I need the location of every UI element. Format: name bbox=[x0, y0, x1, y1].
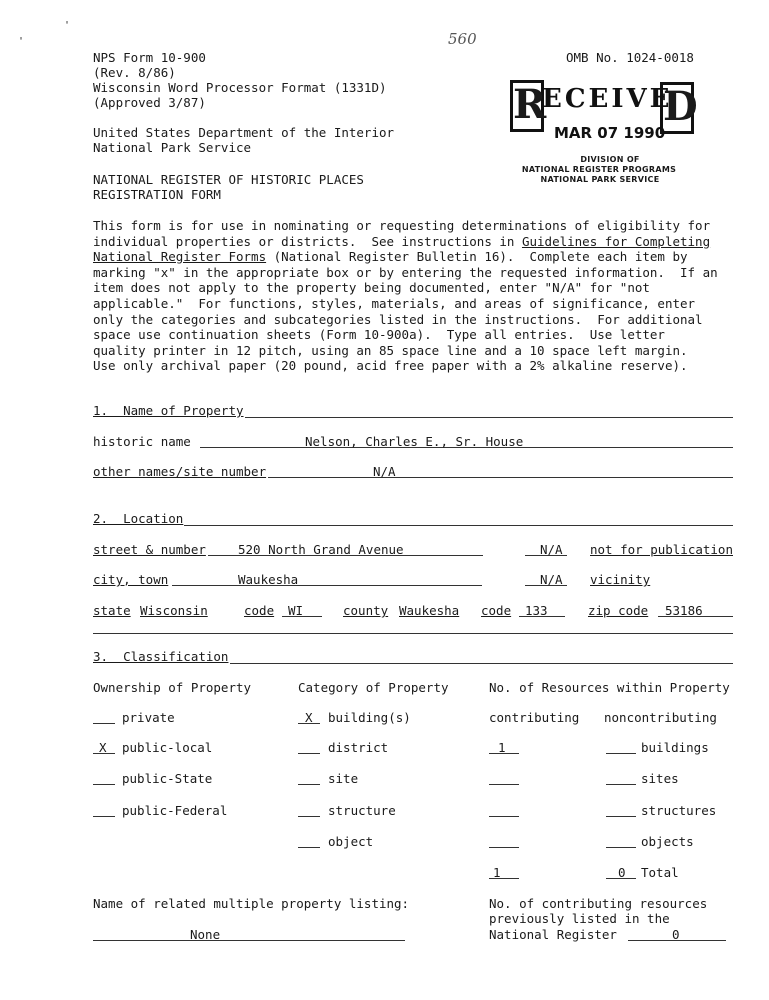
historic-name-value: Nelson, Charles E., Sr. House bbox=[305, 434, 524, 449]
stray-mark: ' bbox=[18, 36, 25, 47]
stamp-d-box: D bbox=[660, 82, 694, 134]
section1-heading: 1. Name of Property bbox=[93, 403, 244, 418]
resources-sites-label: sites bbox=[641, 771, 679, 786]
category-structure-label: structure bbox=[328, 803, 396, 818]
contributing-buildings-value: 1 bbox=[498, 740, 506, 755]
rule bbox=[93, 633, 733, 634]
category-heading: Category of Property bbox=[298, 680, 449, 695]
related-listing-label: Name of related multiple property listing: bbox=[93, 896, 410, 911]
county-label: county bbox=[343, 603, 389, 618]
resources-heading: No. of Resources within Property bbox=[489, 680, 730, 695]
county-value: Waukesha bbox=[399, 603, 460, 618]
historic-name-label: historic name bbox=[93, 434, 191, 449]
contributing-objects-field[interactable] bbox=[489, 834, 519, 848]
noncontributing-buildings-field[interactable] bbox=[606, 740, 636, 754]
zip-label: zip code bbox=[588, 603, 649, 618]
previously-listed-value: 0 bbox=[672, 927, 680, 942]
resources-structures-label: structures bbox=[641, 803, 717, 818]
department: United States Department of the Interior bbox=[93, 125, 395, 140]
stamp-received: ECEIVE bbox=[542, 84, 673, 114]
stamp-division: DIVISION OF bbox=[580, 155, 640, 164]
category-object-label: object bbox=[328, 834, 374, 849]
other-names-label: other names/site number bbox=[93, 464, 267, 479]
city-field[interactable] bbox=[172, 572, 482, 586]
service: National Park Service bbox=[93, 140, 252, 155]
noncontributing-heading: noncontributing bbox=[604, 710, 717, 725]
category-building-label: building(s) bbox=[328, 710, 411, 725]
county-code-value: 133 bbox=[525, 603, 548, 618]
resources-buildings-label: buildings bbox=[641, 740, 709, 755]
state-value: Wisconsin bbox=[140, 603, 208, 618]
code-field[interactable] bbox=[282, 603, 322, 617]
rule bbox=[230, 663, 733, 664]
category-structure-box[interactable] bbox=[298, 803, 320, 817]
ownership-public-federal-box[interactable] bbox=[93, 803, 115, 817]
handwritten-note: 560 bbox=[448, 30, 477, 48]
category-object-box[interactable] bbox=[298, 834, 320, 848]
ownership-public-state-label: public-State bbox=[122, 771, 213, 786]
form-subtitle: REGISTRATION FORM bbox=[93, 187, 221, 202]
resources-objects-label: objects bbox=[641, 834, 694, 849]
contributing-heading: contributing bbox=[489, 710, 580, 725]
vicinity-label: vicinity bbox=[590, 572, 651, 587]
ownership-heading: Ownership of Property bbox=[93, 680, 252, 695]
rule bbox=[245, 417, 733, 418]
ownership-public-local-mark: X bbox=[99, 740, 107, 755]
noncontributing-sites-field[interactable] bbox=[606, 771, 636, 785]
previously-listed-label-2: previously listed in the bbox=[489, 911, 670, 926]
noncontributing-objects-field[interactable] bbox=[606, 834, 636, 848]
code-label: code bbox=[244, 603, 275, 618]
zip-value: 53186 bbox=[665, 603, 703, 618]
instructions-pre: This form is for use in nominating or requesting determinations of eligibility for individual properties or districts. See instructions in bbox=[93, 218, 711, 249]
form-title: NATIONAL REGISTER OF HISTORIC PLACES bbox=[93, 172, 364, 187]
section3-heading: 3. Classification bbox=[93, 649, 229, 664]
instructions-post: (National Register Bulletin 16). Complete each item by marking "x" in the appropriate box or by entering the requested information. If an item does not apply to the property being documented, enter "N/A" for "not applicable." For functions, styles, materials, and areas of significance, enter only the categories and subcategories listed in the instructions. For additional space use continuation sheets (Form 10-900a). Type all entries. Use letter quality printer in 12 pitch, using an 85 space line and a 10 space left margin. Use only archival paper (20 pound, acid free paper with a 2% alkaline reserve). bbox=[93, 249, 718, 374]
noncontributing-structures-field[interactable] bbox=[606, 803, 636, 817]
stray-mark: ' bbox=[64, 20, 71, 31]
category-district-box[interactable] bbox=[298, 740, 320, 754]
previously-listed-label-3: National Register bbox=[489, 927, 617, 942]
ownership-public-state-box[interactable] bbox=[93, 771, 115, 785]
other-names-value: N/A bbox=[373, 464, 396, 479]
not-for-publication-value: N/A bbox=[540, 542, 563, 557]
street-value: 520 North Grand Avenue bbox=[238, 542, 404, 557]
stamp-r-box: R bbox=[510, 80, 544, 132]
category-district-label: district bbox=[328, 740, 389, 755]
state-label: state bbox=[93, 603, 131, 618]
stamp-program: NATIONAL REGISTER PROGRAMS bbox=[521, 165, 677, 174]
city-value: Waukesha bbox=[238, 572, 299, 587]
ownership-public-federal-label: public-Federal bbox=[122, 803, 228, 818]
contributing-total-value: 1 bbox=[493, 865, 501, 880]
city-label: city, town bbox=[93, 572, 169, 587]
form-number: NPS Form 10-900 bbox=[93, 50, 206, 65]
ownership-private-box[interactable] bbox=[93, 710, 115, 724]
contributing-sites-field[interactable] bbox=[489, 771, 519, 785]
noncontributing-total-value: 0 bbox=[618, 865, 626, 880]
resources-total-label: Total bbox=[641, 865, 679, 880]
street-label: street & number bbox=[93, 542, 206, 557]
stamp-date: MAR 07 1990 bbox=[554, 124, 666, 142]
previously-listed-label-1: No. of contributing resources bbox=[489, 896, 708, 911]
related-listing-value: None bbox=[190, 927, 221, 942]
form-approved: (Approved 3/87) bbox=[93, 95, 206, 110]
omb-number: OMB No. 1024-0018 bbox=[566, 50, 694, 65]
related-listing-field[interactable] bbox=[93, 927, 405, 941]
not-for-publication-label: not for publication bbox=[590, 542, 733, 557]
guidelines-link: Guidelines for Completing National Register Forms bbox=[93, 233, 711, 265]
contributing-structures-field[interactable] bbox=[489, 803, 519, 817]
rule bbox=[184, 525, 733, 526]
section2-heading: 2. Location bbox=[93, 511, 184, 526]
category-site-box[interactable] bbox=[298, 771, 320, 785]
vicinity-value: N/A bbox=[540, 572, 563, 587]
code-value: WI bbox=[288, 603, 304, 618]
category-building-mark: X bbox=[305, 710, 313, 725]
other-names-field[interactable] bbox=[268, 464, 733, 478]
form-revision: (Rev. 8/86) bbox=[93, 65, 176, 80]
ownership-private-label: private bbox=[122, 710, 175, 725]
stamp-service: NATIONAL PARK SERVICE bbox=[540, 175, 660, 184]
county-code-label: code bbox=[481, 603, 512, 618]
ownership-public-local-label: public-local bbox=[122, 740, 213, 755]
category-site-label: site bbox=[328, 771, 359, 786]
form-format: Wisconsin Word Processor Format (1331D) bbox=[93, 80, 387, 95]
instructions bbox=[93, 218, 743, 374]
